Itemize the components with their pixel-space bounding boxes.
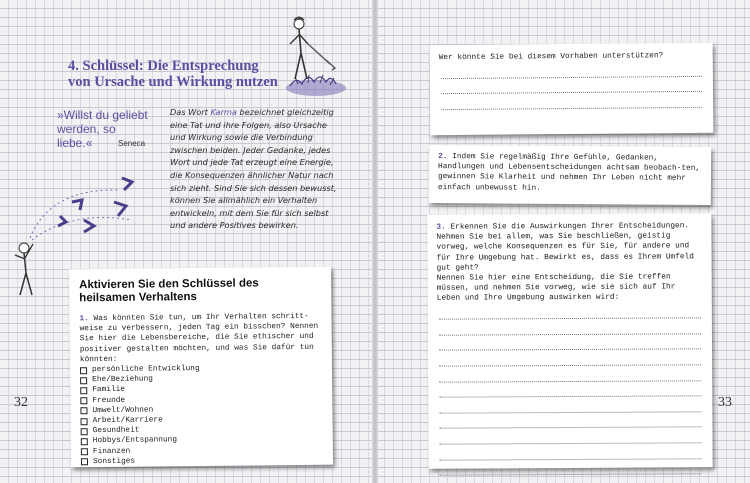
answer-line[interactable] <box>440 459 702 476</box>
answer-line[interactable] <box>439 428 701 445</box>
gardener-illustration <box>268 8 348 100</box>
question-2-text: Indem Sie regelmäßig Ihre Gefühle, Gedanken, Handlungen und Lebensentscheidungen achtsam beobach-ten, gewinnen Sie Klarheit und nehmen Ihr Leben nicht mehr einfach unbewusst hin. <box>437 153 701 193</box>
question-1-number: 1. <box>79 315 89 324</box>
exercise-card-1 <box>69 267 333 468</box>
question-2-number: 2. <box>438 153 448 162</box>
life-areas-checklist <box>80 363 323 468</box>
title-line-2: von Ursache und Wirkung nutzen <box>68 74 278 90</box>
title-line-1: 4. Schlüssel: Die Entsprechung <box>68 58 259 74</box>
card-heading-line-1: Aktivieren Sie den Schlüssel des <box>79 277 259 292</box>
exercise-card-support <box>430 43 714 135</box>
book-gutter <box>372 0 378 483</box>
card-heading <box>79 277 321 306</box>
exercise-card-2 <box>429 145 711 205</box>
checkbox-icon[interactable] <box>81 438 88 445</box>
checklist-label: Umwelt/Wohnen <box>92 406 154 415</box>
answer-line[interactable] <box>439 303 701 320</box>
answer-lines[interactable] <box>437 303 704 476</box>
answer-line[interactable] <box>439 365 701 382</box>
karma-paragraph <box>170 106 338 232</box>
checklist-label: Ehe/Beziehung <box>92 375 154 385</box>
question-1-text: Was könnten Sie tun, um Ihr Verhalten schritt-weise zu verbessern, jeden Tag ein bisschen? Nennen Sie hier die Lebensbereiche, die Sie ethischer und positiver gestalten möchten, und was Sie dafür tun könnten: <box>79 312 319 365</box>
body-start: Das Wort <box>170 107 211 117</box>
answer-line[interactable] <box>439 381 701 398</box>
checklist-label: Arbeit/Karriere <box>92 416 163 426</box>
karma-word: Karma <box>210 107 237 117</box>
checkbox-icon[interactable] <box>80 377 87 384</box>
checkbox-icon[interactable] <box>80 367 87 374</box>
checkbox-icon[interactable] <box>81 459 88 466</box>
answer-line[interactable] <box>440 443 702 460</box>
checkbox-icon[interactable] <box>81 448 88 455</box>
answer-line[interactable] <box>439 334 701 351</box>
question-3-text: Erkennen Sie die Auswirkungen Ihrer Entscheidungen. Nehmen Sie bei allem, was Sie beschließen, geistig vorweg, welche Konsequenzen es für Sie, für andere und für Ihre Umgebung hat. Bewirkt es, dass es Ihrem Umfeld gut geht? <box>436 222 694 273</box>
checklist-label: Familie <box>92 386 126 395</box>
body-rest: bezeichnet gleichzeitig eine Tat und ihre Folgen, also Ursache und Wirkung sowie die Verbindung zwischen beiden. Jeder Gedanke, jedes Wort und jede Tat erzeugt eine Energie, die Konsequenzen ähnlicher Natur nach sich zieht. Sind Sie sich dessen bewusst, können Sie allmählich ein Verhalten entwickeln, mit dem Sie für sich selbst und andere Positives bewirken. <box>170 107 337 231</box>
checkbox-icon[interactable] <box>80 397 87 404</box>
quote-line-2: werden, so liebe.« <box>57 122 116 150</box>
checkbox-icon[interactable] <box>81 428 88 435</box>
checklist-label: Hobbys/Entspannung <box>92 436 178 446</box>
checkbox-icon[interactable] <box>80 387 87 394</box>
quote-line-1: »Willst du geliebt <box>57 108 148 122</box>
answer-line[interactable] <box>439 319 701 336</box>
checklist-label: Freunde <box>92 396 126 405</box>
card-heading-line-2: heilsamen Verhaltens <box>79 291 197 305</box>
question-3 <box>436 221 702 273</box>
question-1 <box>79 312 322 366</box>
checklist-label: Sonstiges <box>92 457 136 466</box>
answer-line[interactable] <box>439 350 701 367</box>
question-3-instruction: Nennen Sie hier eine Entscheidung, die Sie treffen müssen, und nehmen Sie vorweg, wie sie sich auf Ihr Leben und Ihre Umgebung auswirken wird: <box>436 273 676 304</box>
checkbox-icon[interactable] <box>80 408 87 415</box>
quote-author: Seneca <box>118 139 146 148</box>
checklist-label: persönliche Entwicklung <box>91 365 200 375</box>
answer-line[interactable] <box>439 397 701 414</box>
exercise-card-3 <box>427 213 712 468</box>
page-title <box>68 58 278 90</box>
checklist-label: Gesundheit <box>92 426 140 436</box>
support-question: Wer könnte Sie bei diesem Vorhaben unterstützen? <box>438 52 664 63</box>
answer-lines[interactable] <box>439 61 704 110</box>
checklist-label: Finanzen <box>92 447 131 456</box>
page-number-right: 33 <box>718 395 732 410</box>
page-number-left: 32 <box>14 395 28 410</box>
answer-line[interactable] <box>441 92 702 110</box>
answer-line[interactable] <box>439 412 701 429</box>
checkbox-icon[interactable] <box>81 418 88 425</box>
question-3-number: 3. <box>436 223 446 232</box>
